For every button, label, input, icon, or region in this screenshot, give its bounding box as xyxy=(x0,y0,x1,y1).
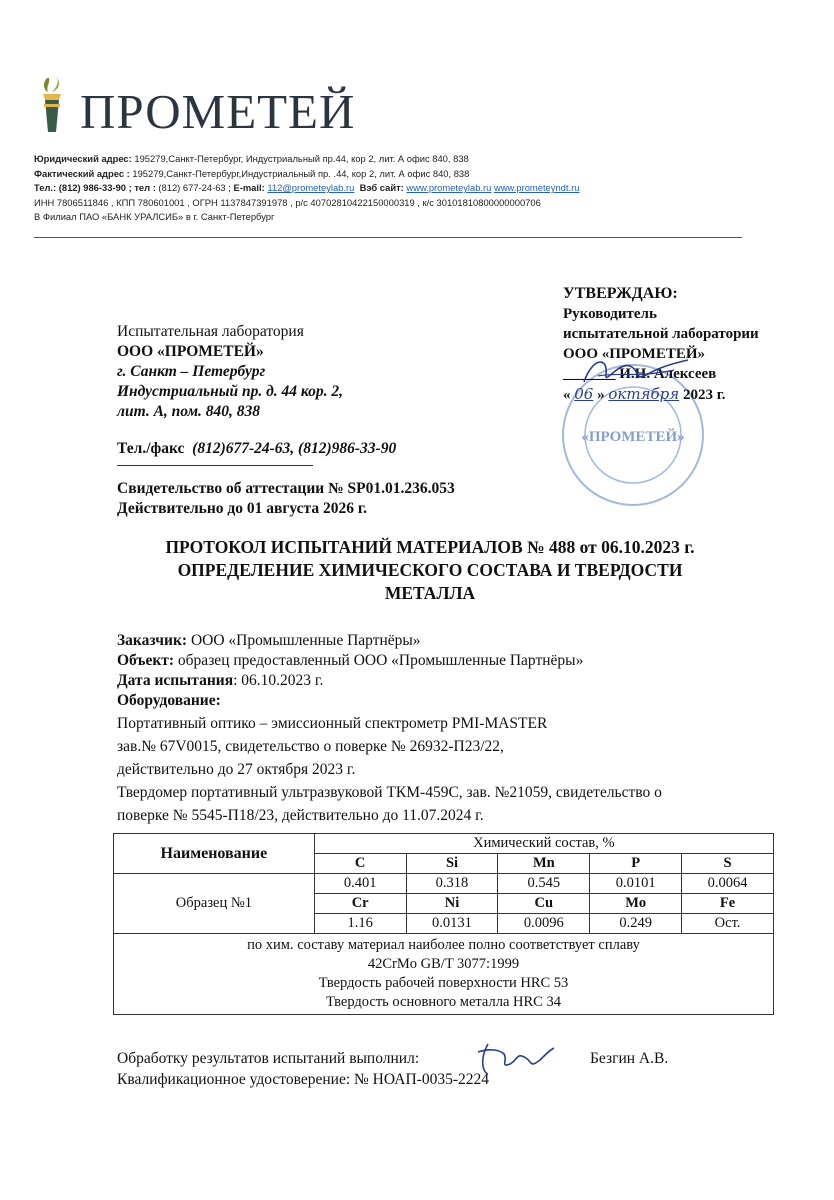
lab-phone: Тел./факс (812)677-24-63, (812)986-33-90 xyxy=(117,440,397,457)
approval-heading: УТВЕРЖДАЮ: xyxy=(563,285,678,302)
performer-name: Безгин А.В. xyxy=(590,1050,669,1067)
header-divider xyxy=(34,237,742,238)
lab-line-4: Индустриальный пр. д. 44 кор. 2, xyxy=(117,383,344,400)
bank-info: В Филиал ПАО «БАНК УРАЛСИБ» в г. Санкт-Петербург xyxy=(34,211,275,223)
results-table xyxy=(113,833,774,1015)
website-link-2[interactable]: www.prometeyndt.ru xyxy=(493,182,580,194)
director-signature xyxy=(578,352,698,392)
lab-line-5: лит. А, пом. 840, 838 xyxy=(117,403,261,420)
lab-line-3: г. Санкт – Петербург xyxy=(117,363,266,380)
values-row-1: Образец №1 0.401 0.318 0.545 0.0101 0.0064 xyxy=(114,874,774,894)
object-line: Объект: образец предоставленный ООО «Промышленные Партнёры» xyxy=(117,652,584,669)
lab-info xyxy=(117,322,343,422)
phone-line: Тел.: (812) 986-33-90 ; тел : (812) 677-24-63 ; E-mail: 112@prometeylab.ru Вэб сайт: www.prometeylab.ru www.prometeyndt.ru xyxy=(34,182,580,194)
name-header: Наименование xyxy=(114,834,315,874)
conclusion: по хим. составу материал наиболее полно соответствует сплаву 42CrMo GB/T 3077:1999 Твердость рабочей поверхности HRC 53 Твердость основного металла HRC 34 xyxy=(114,934,774,1015)
values-row-2: 1.16 0.0131 0.0096 0.249 Ост. xyxy=(114,914,774,934)
phone-divider xyxy=(117,465,313,466)
website-link-1[interactable]: www.prometeylab.ru xyxy=(406,182,492,194)
certificate-info: Свидетельство об аттестации № SP01.01.236.053 Действительно до 01 августа 2026 г. xyxy=(117,480,455,517)
torch-icon xyxy=(34,74,70,136)
svg-text:«ПРОМЕТЕЙ»: «ПРОМЕТЕЙ» xyxy=(581,429,685,445)
performer-signature xyxy=(470,1038,556,1078)
elements-row-2: Cr Ni Cu Mo Fe xyxy=(114,894,774,914)
footer-block xyxy=(117,1048,669,1090)
equipment-list: Портативный оптико – эмиссионный спектрометр PMI-MASTER зав.№ 67V0015, свидетельство о поверке № 26932-П23/22, действительно до 27 октября 2023 г. Твердомер портативный ультразвуковой ТКМ-459С, зав. №21059, свидетельство о поверке № 5545-П18/23, действительно до 11.07.2024 г. xyxy=(117,715,662,824)
elements-row-1: C Si Mn P S xyxy=(114,854,774,874)
equipment-label: Оборудование: xyxy=(117,692,221,709)
actual-address: Фактический адрес : 195279,Санкт-Петербург,Индустриальный пр. .44, кор 2, лит. А офис 840, 838 xyxy=(34,167,470,179)
requisites: ИНН 7806511846 , КПП 780601001 , ОГРН 1137847391978 , р/с 40702810422150000319 , к/с 30101810800000000706 xyxy=(34,196,541,208)
lab-line-2: ООО «ПРОМЕТЕЙ» xyxy=(117,343,264,360)
company-name: ПРОМЕТЕЙ xyxy=(80,84,356,139)
legal-address: Юридический адрес: 195279,Санкт-Петербург, Индустриальный пр.44, кор 2, лит. А офис 840, 838 xyxy=(34,153,469,164)
composition-header: Химический состав, % xyxy=(314,834,773,854)
test-date-line: Дата испытания: 06.10.2023 г. xyxy=(117,672,324,689)
contacts-block xyxy=(34,152,579,225)
qualification: Квалификационное удостоверение: № НОАП-0035-2224 xyxy=(117,1071,490,1088)
approval-block: УТВЕРЖДАЮ: Руководитель испытательной лаборатории ООО «ПРОМЕТЕЙ» _______ И.Н. Алексеев « 06 » октября 2023 г. xyxy=(563,285,759,403)
company-logo xyxy=(34,74,356,139)
email-link[interactable]: 112@prometeylab.ru xyxy=(267,182,355,194)
customer-line: Заказчик: ООО «Промышленные Партнёры» xyxy=(117,632,421,649)
lab-line-1: Испытательная лаборатория xyxy=(117,323,304,340)
performed-by: Обработку результатов испытаний выполнил: xyxy=(117,1050,420,1067)
approval-date: « 06 » октября 2023 г. xyxy=(563,385,726,403)
sample-name: Образец №1 xyxy=(114,874,315,934)
test-info xyxy=(117,631,583,711)
document-title: ПРОТОКОЛ ИСПЫТАНИЙ МАТЕРИАЛОВ № 488 от 06.10.2023 г. ОПРЕДЕЛЕНИЕ ХИМИЧЕСКОГО СОСТАВА И ТВЕРДОСТИ МЕТАЛЛА xyxy=(165,537,695,603)
